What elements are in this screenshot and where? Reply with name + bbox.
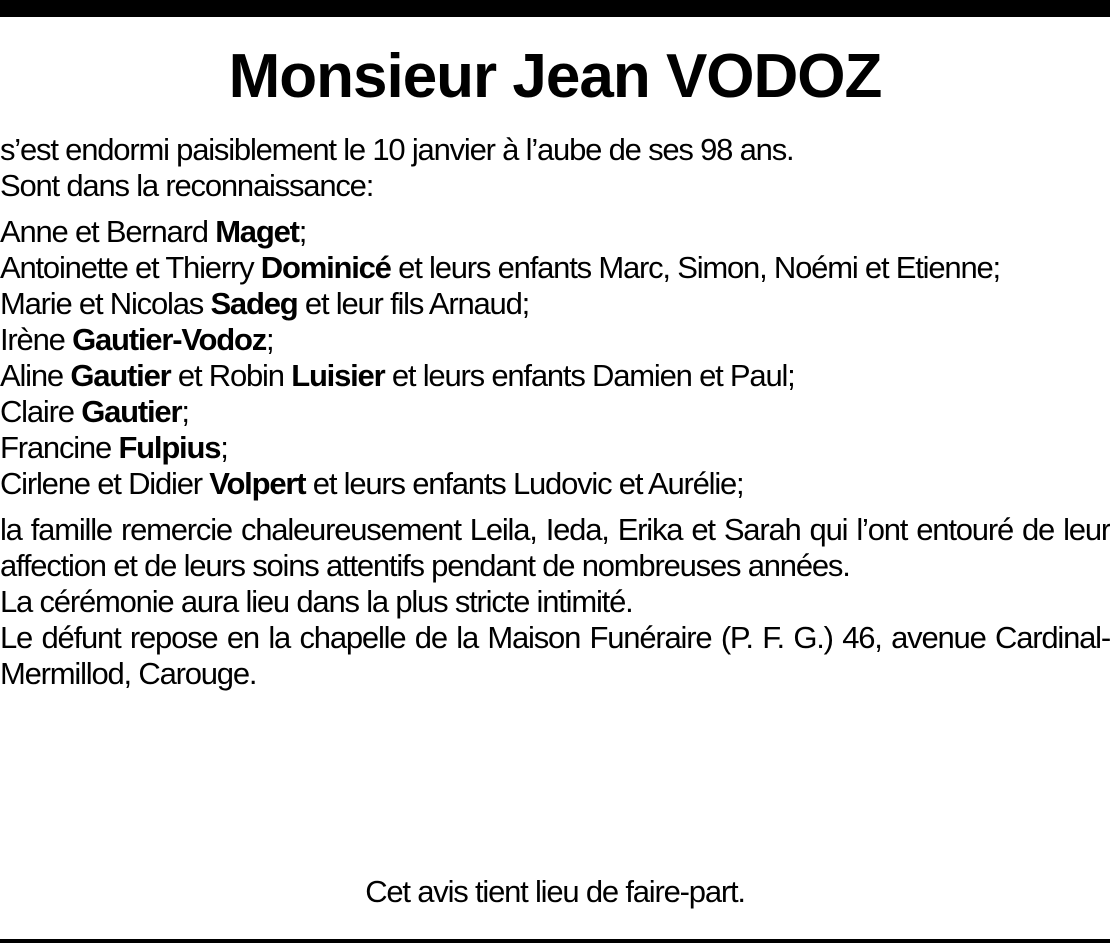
family-surname: Gautier	[70, 358, 171, 393]
thanks-paragraph: la famille remercie chaleureusement Leila, Ieda, Erika et Sarah qui l’ont entouré de leur affection et de leurs soins attentifs pendant de nombreuses années.	[0, 512, 1110, 583]
resting-place-paragraph: Le défunt repose en la chapelle de la Maison Funéraire (P. F. G.) 46, avenue Cardinal-Mermillod, Carouge.	[0, 620, 1110, 691]
family-line: Claire Gautier;	[0, 394, 189, 429]
family-line: Aline Gautier et Robin Luisier et leurs enfants Damien et Paul;	[0, 358, 795, 393]
family-surname: Maget	[215, 214, 299, 249]
family-line: Cirlene et Didier Volpert et leurs enfants Ludovic et Aurélie;	[0, 466, 744, 501]
family-surname: Fulpius	[118, 430, 221, 465]
ceremony-line: La cérémonie aura lieu dans la plus stricte intimité.	[0, 584, 633, 619]
deceased-name-title: Monsieur Jean VODOZ	[228, 42, 882, 111]
family-line: Irène Gautier-Vodoz;	[0, 322, 274, 357]
bottom-border-rule	[0, 939, 1110, 943]
family-surname: Gautier	[81, 394, 182, 429]
family-line: Antoinette et Thierry Dominicé et leurs enfants Marc, Simon, Noémi et Etienne;	[0, 250, 1000, 285]
family-line: Francine Fulpius;	[0, 430, 228, 465]
top-border-rule	[0, 0, 1110, 17]
acknowledgement-heading: Sont dans la reconnaissance:	[0, 168, 374, 203]
family-surname: Gautier-Vodoz	[72, 322, 267, 357]
intro-line: s’est endormi paisiblement le 10 janvier à l’aube de ses 98 ans.	[0, 132, 794, 167]
family-surname: Luisier	[291, 358, 385, 393]
family-surname: Sadeg	[210, 286, 298, 321]
family-line: Anne et Bernard Maget;	[0, 214, 307, 249]
family-surname: Dominicé	[260, 250, 391, 285]
family-surname: Volpert	[209, 466, 306, 501]
closing-line: Cet avis tient lieu de faire-part.	[365, 874, 745, 909]
family-line: Marie et Nicolas Sadeg et leur fils Arnaud;	[0, 286, 530, 321]
family-list	[0, 214, 1110, 502]
notice-body	[0, 132, 1110, 692]
